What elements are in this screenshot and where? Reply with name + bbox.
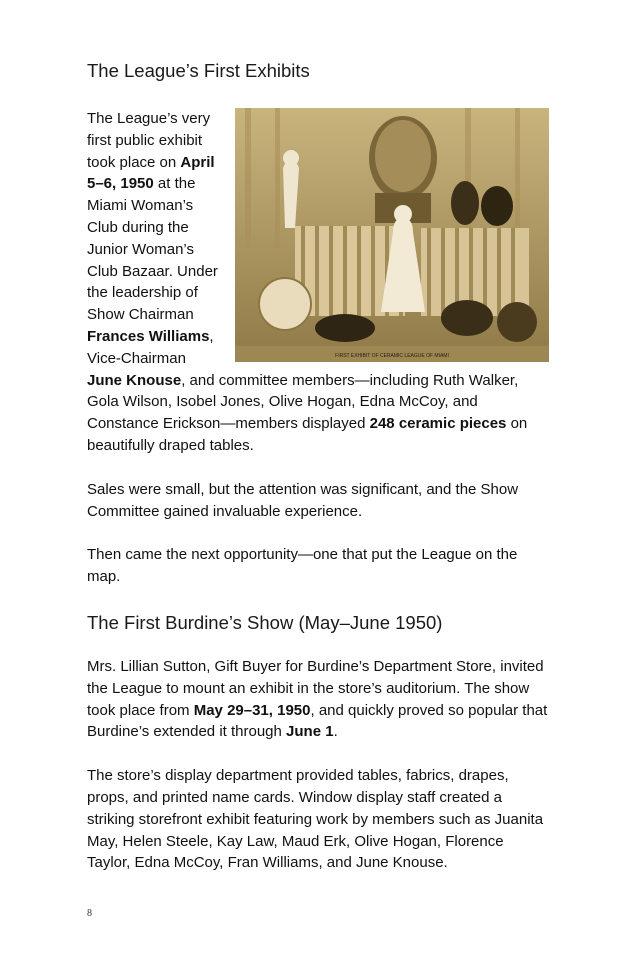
page-number: 8	[87, 908, 92, 919]
photo-caption: FIRST EXHIBIT OF CERAMIC LEAGUE OF MIAMI	[335, 353, 449, 359]
paragraph-display-department: The store’s display department provided tables, fabrics, drapes, props, and printed name cards. Window display staff created a striking storefront exhibit featuring work by members such as Juanita May, Helen Steele, Kay Law, Maud Erk, Olive Hogan, Florence Taylor, Edna McCoy, Fran Williams, and June Knouse.	[87, 767, 544, 872]
exhibit-photo	[235, 108, 549, 362]
paragraph-burdines-invite: Mrs. Lillian Sutton, Gift Buyer for Burdine’s Department Store, invited the League to mount an exhibit in the store’s auditorium. The show took place from May 29–31, 1950, and quickly proved so popular that Burdine’s extended it through June 1.	[87, 657, 548, 741]
section-heading-burdines-show: The First Burdine’s Show (May–June 1950)	[87, 611, 443, 633]
paragraph-first-exhibit: The League’s very first public exhibit took place on April 5–6, 1950 at the Miami Woman’s Club during the Junior Woman’s Club Bazaar. Under the leadership of Show Chairman Frances Williams, Vice-Chairman June Knouse, and committee members—including Ruth Walker, Gola Wilson, Isobel Jones, Olive Hogan, Edna McCoy, and Constance Erickson—members displayed 248 ceramic pieces on beautifully draped tables.	[87, 110, 528, 454]
page-content	[87, 58, 549, 874]
section-heading-first-exhibits: The League’s First Exhibits	[87, 60, 310, 81]
paragraph-sales: Sales were small, but the attention was significant, and the Show Committee gained invaluable experience.	[87, 480, 519, 520]
exhibit-photo-illustration	[235, 108, 549, 362]
paragraph-next-opportunity: Then came the next opportunity—one that put the League on the map.	[87, 546, 518, 586]
